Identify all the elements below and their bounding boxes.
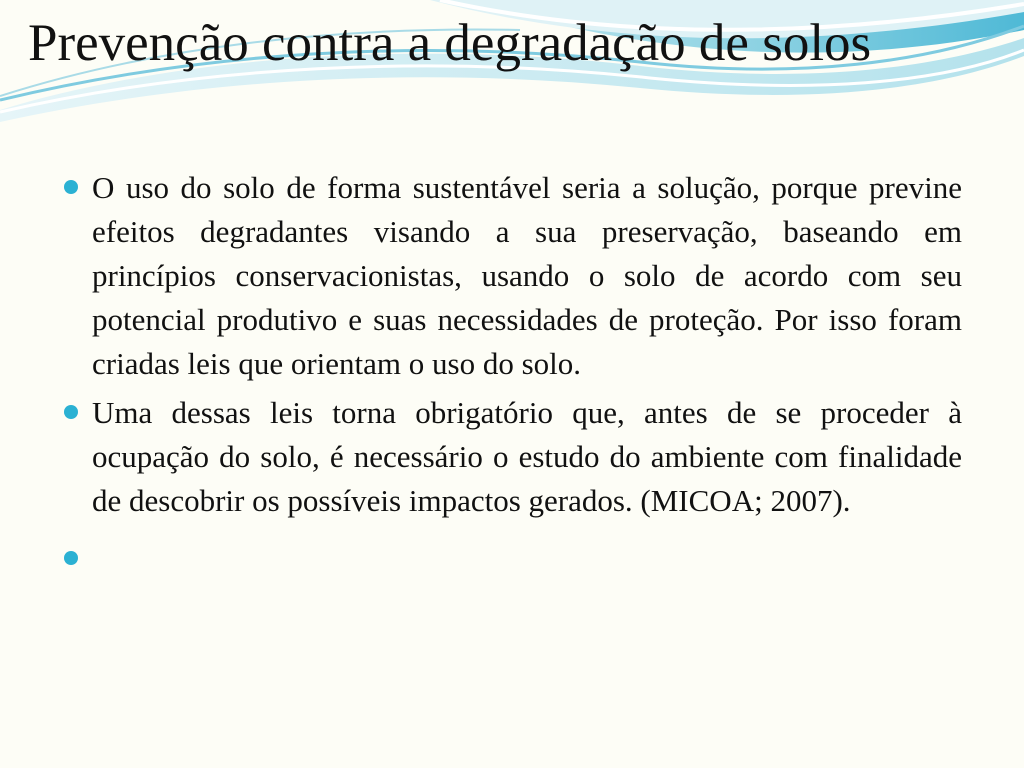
bullet-text: O uso do solo de forma sustentável seria a solução, porque previne efeitos degradantes visando a sua preservação, baseando em princípios conservacionistas, usando o solo de acordo com seu potencial produtivo e suas necessidades de proteção. Por isso foram criadas leis que orientam o uso do solo. — [92, 170, 962, 381]
slide-title: Prevenção contra a degradação de solos — [28, 14, 872, 72]
bullet-item — [60, 391, 962, 523]
bullet-item — [60, 166, 962, 386]
bullet-list — [60, 166, 962, 586]
bullet-dot-icon — [64, 551, 78, 565]
bullet-item-empty — [60, 537, 962, 581]
bullet-dot-icon — [64, 180, 78, 194]
bullet-dot-icon — [64, 405, 78, 419]
bullet-text: Uma dessas leis torna obrigatório que, antes de se proceder à ocupação do solo, é necessário o estudo do ambiente com finalidade de descobrir os possíveis impactos gerados. (MICOA; 2007). — [92, 395, 962, 518]
